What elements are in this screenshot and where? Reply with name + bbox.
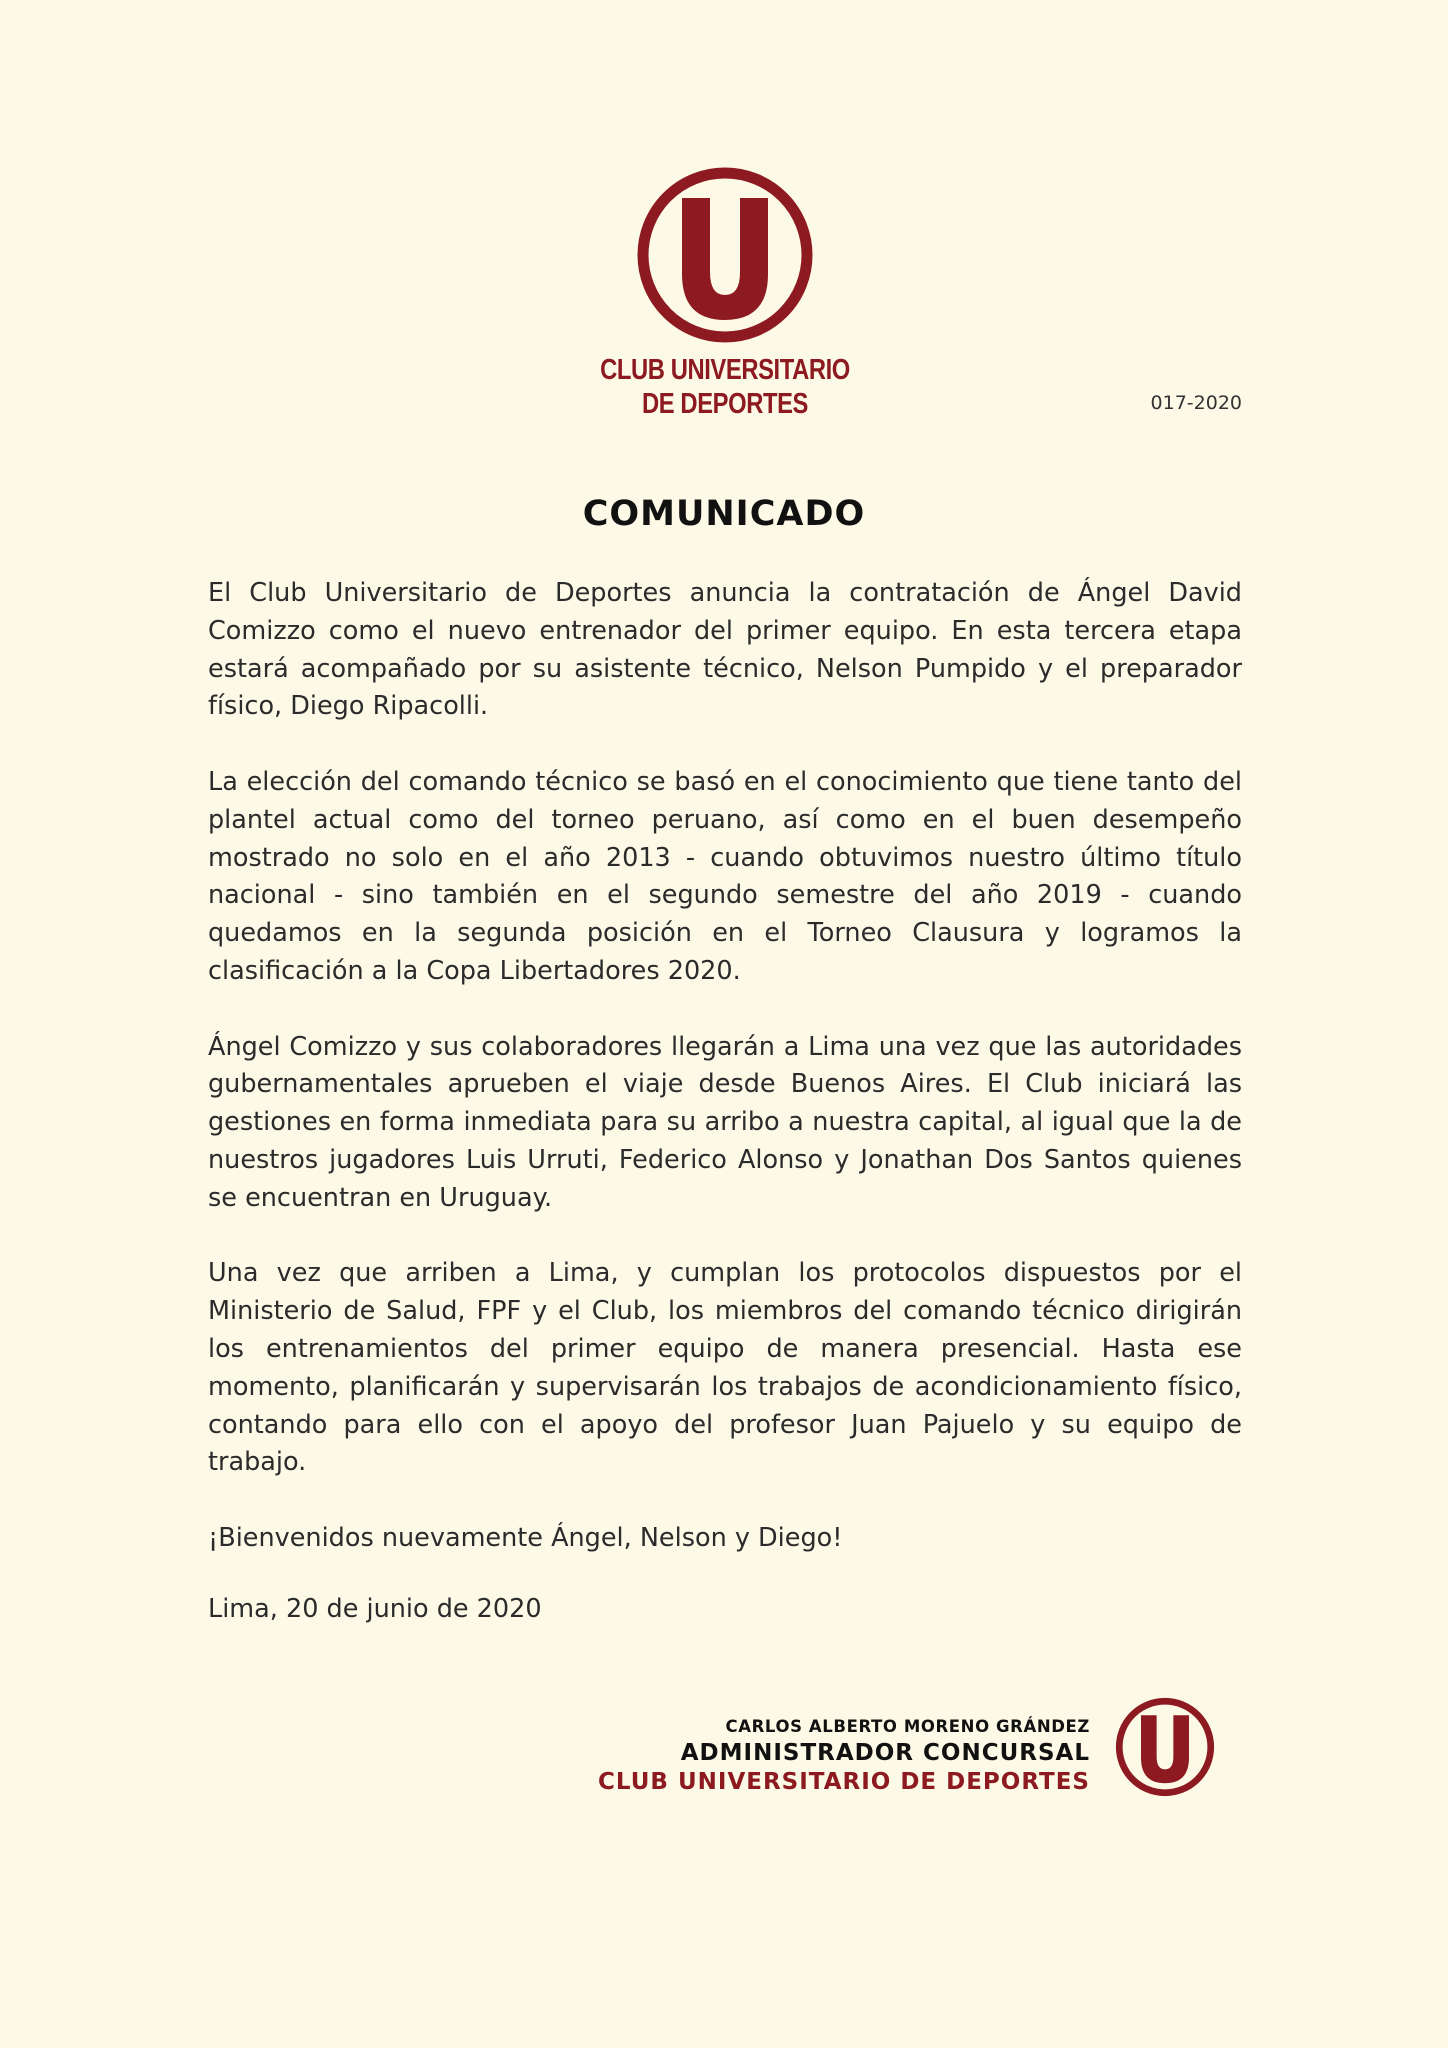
club-name-line2: DE DEPORTES (642, 388, 808, 420)
signatory-role: ADMINISTRADOR CONCURSAL (680, 1740, 1090, 1766)
paragraph-1: El Club Universitario de Deportes anuncia la contratación de Ángel David Comizzo como el nuevo entrenador del primer equipo. En esta tercera etapa estará acompañado por su asistente técnico, Nelson Pumpido y el preparador físico, Diego Ripacolli. (208, 578, 1242, 722)
signatory-name: CARLOS ALBERTO MORENO GRÁNDEZ (725, 1717, 1090, 1736)
signature-block (598, 1715, 1090, 1797)
paragraph-2: La elección del comando técnico se basó en el conocimiento que tiene tanto del plantel actual como del torneo peruano, así como en el buen desempeño mostrado no solo en el año 2013 - cuando obtuvimos nuestro último título nacional - sino también en el segundo semestre del año 2019 - cuando quedamos en la segunda posición en el Torneo Clausura y logramos la clasificación a la Copa Libertadores 2020. (208, 766, 1242, 986)
club-logo-icon (630, 160, 820, 350)
paragraph-3: Ángel Comizzo y sus colaboradores llegarán a Lima una vez que las autoridades gubernamentales aprueben el viaje desde Buenos Aires. El Club iniciará las gestiones en forma inmediata para su arribo a nuestra capital, al igual que la de nuestros jugadores Luis Urruti, Federico Alonso y Jonathan Dos Santos quienes se encuentran en Uruguay. (208, 1031, 1242, 1213)
paragraph-4: Una vez que arriben a Lima, y cumplan los protocolos dispuestos por el Ministerio de Salud, FPF y el Club, los miembros del comando técnico dirigirán los entrenamientos del primer equipo de manera presencial. Hasta ese momento, planificarán y supervisarán los trabajos de acondicionamiento físico, contando para ello con el apoyo del profesor Juan Pajuelo y su equipo de trabajo. (208, 1258, 1242, 1478)
club-name-line1: CLUB UNIVERSITARIO (600, 354, 850, 386)
closing-line: ¡Bienvenidos nuevamente Ángel, Nelson y Diego! (208, 1522, 843, 1553)
place-date: Lima, 20 de junio de 2020 (208, 1594, 542, 1624)
communique-body (208, 575, 1242, 1596)
signatory-club: CLUB UNIVERSITARIO DE DEPORTES (598, 1769, 1090, 1795)
page-title: COMUNICADO (582, 494, 866, 534)
document-number: 017-2020 (1150, 392, 1242, 414)
footer-club-logo-icon (1112, 1694, 1218, 1800)
